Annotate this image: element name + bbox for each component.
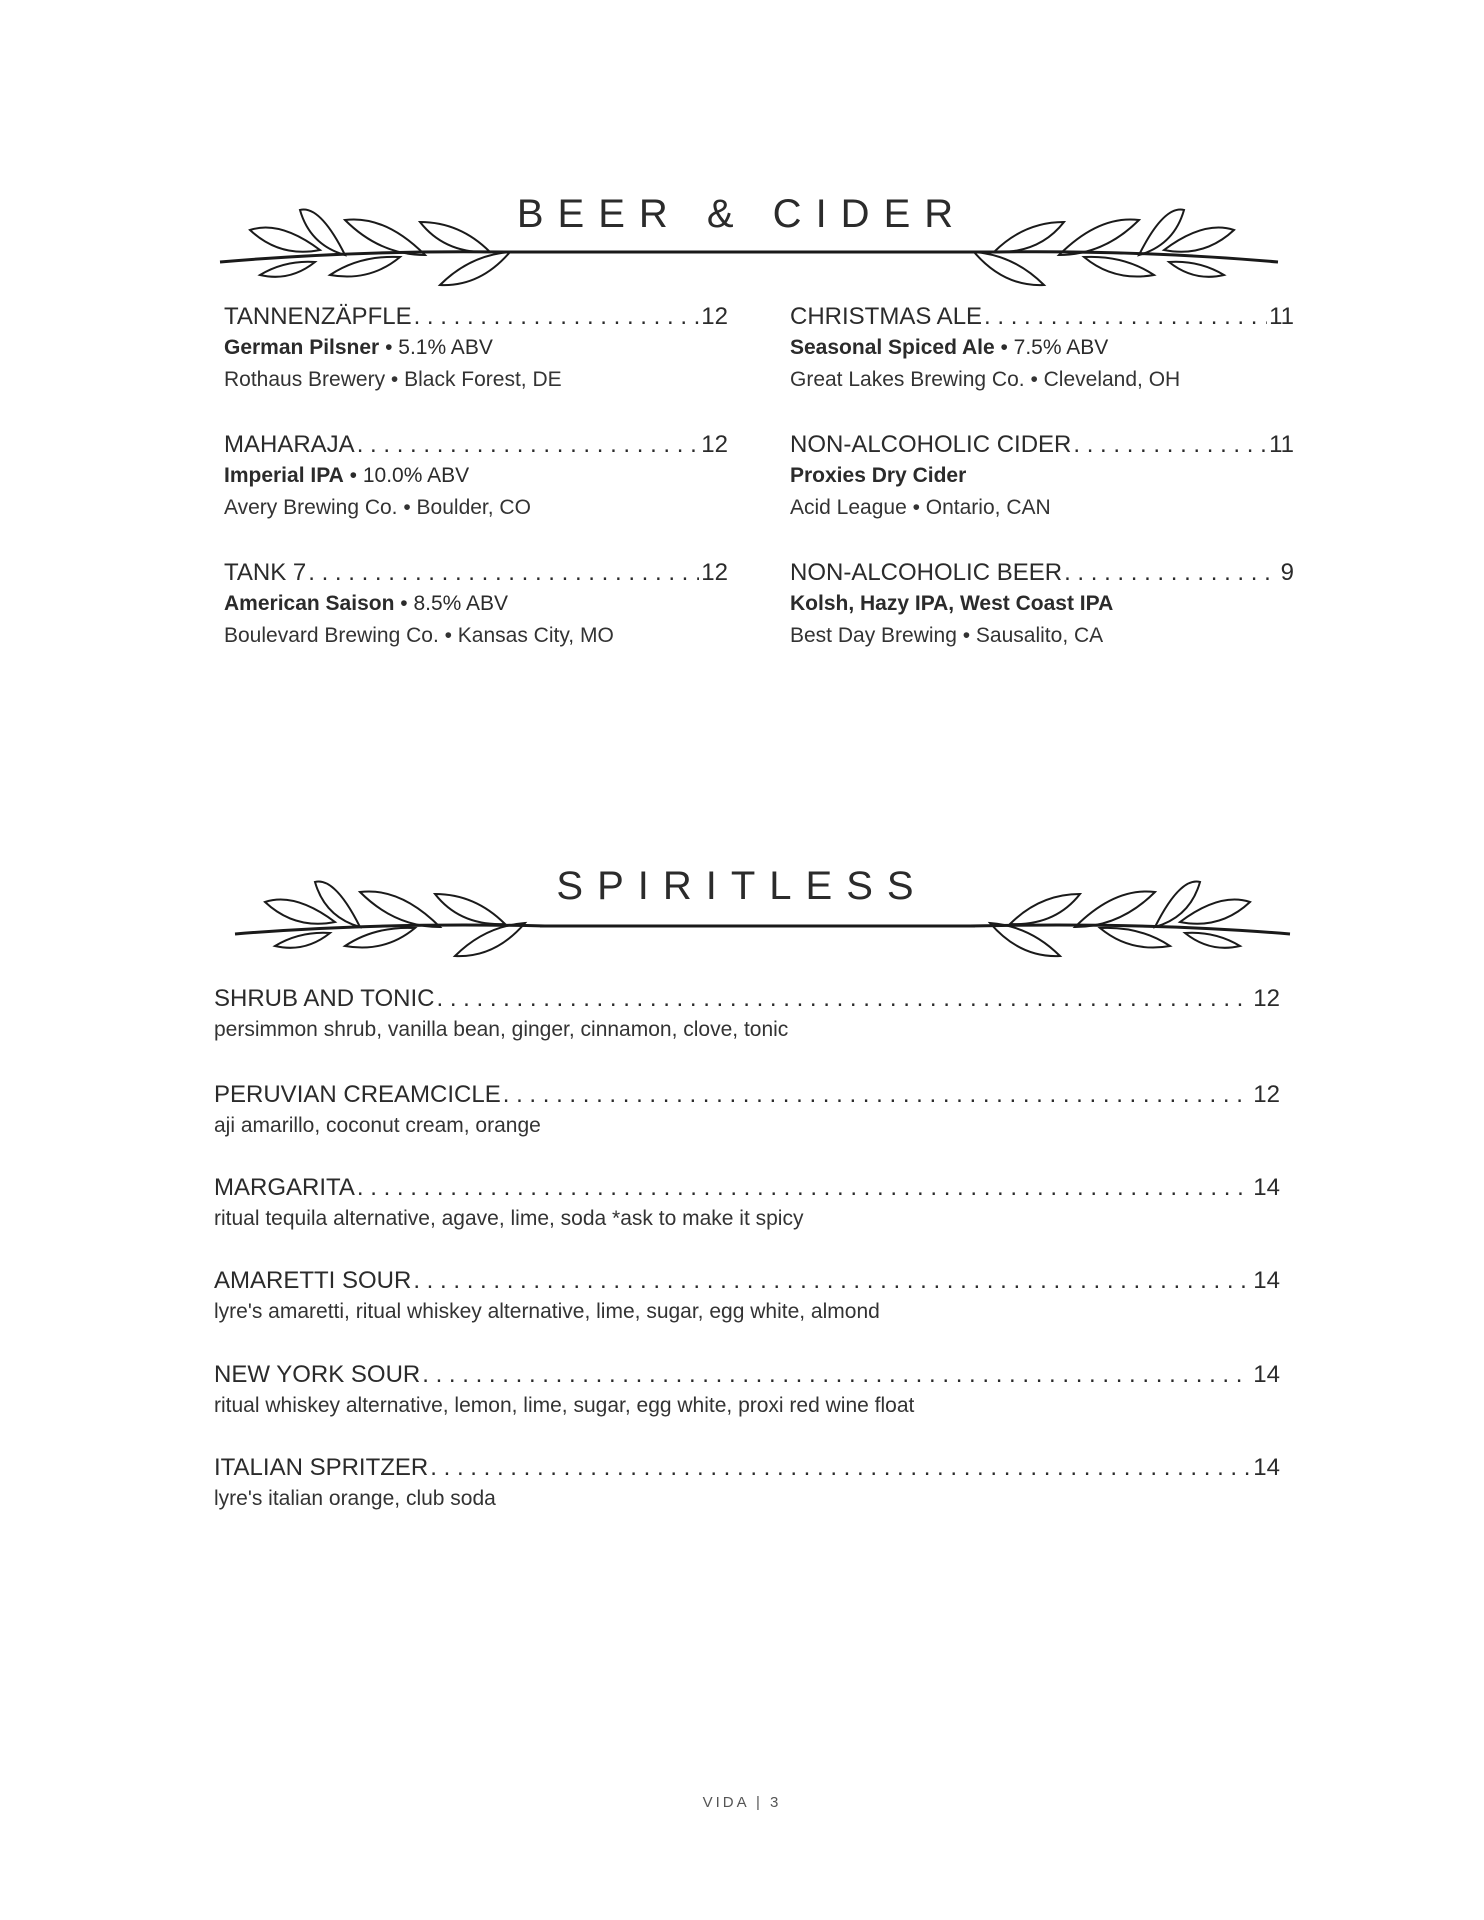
item-name: PERUVIAN CREAMCICLE xyxy=(214,1081,501,1108)
item-origin: Great Lakes Brewing Co. • Cleveland, OH xyxy=(790,368,1181,391)
item-abv: 7.5% ABV xyxy=(1013,336,1109,359)
item-name: MARGARITA xyxy=(214,1174,355,1201)
item-origin: Boulevard Brewing Co. • Kansas City, MO xyxy=(224,624,614,647)
menu-item-amaretti-sour xyxy=(214,1266,1280,1328)
item-description: ritual tequila alternative, agave, lime, soda *ask to make it spicy xyxy=(214,1207,804,1230)
item-style: Seasonal Spiced Ale xyxy=(790,336,995,359)
menu-item-new-york-sour xyxy=(214,1360,1280,1422)
item-price: 12 xyxy=(1253,1081,1280,1108)
menu-item-maharaja: MAHARAJA . . . 12 Imperial IPA • 10.0% ABV Avery Brewing Co. • Boulder, CO xyxy=(224,430,728,524)
menu-item-tank-7: TANK 7 . . . 12 American Saison • 8.5% ABV Boulevard Brewing Co. • Kansas City, MO xyxy=(224,558,728,652)
menu-item-margarita xyxy=(214,1173,1280,1235)
menu-item-christmas-ale: CHRISTMAS ALE . . . 11 Seasonal Spiced Ale • 7.5% ABV Great Lakes Brewing Co. • Cleveland, OH xyxy=(790,302,1294,396)
item-price: 14 xyxy=(1253,1454,1280,1481)
beer-cider-header xyxy=(0,180,1484,290)
menu-item-shrub-and-tonic xyxy=(214,984,1280,1046)
item-price: 11 xyxy=(1269,431,1294,458)
item-name: MAHARAJA xyxy=(224,431,355,458)
item-name: TANK 7 xyxy=(224,559,307,586)
item-price: 14 xyxy=(1253,1174,1280,1201)
item-price: 12 xyxy=(701,431,728,458)
menu-item-italian-spritzer xyxy=(214,1453,1280,1515)
item-price: 12 xyxy=(1253,985,1280,1012)
item-name: SHRUB AND TONIC xyxy=(214,985,435,1012)
item-origin: Acid League • Ontario, CAN xyxy=(790,496,1051,519)
spiritless-header xyxy=(0,856,1484,966)
menu-item-tannenzapfle: TANNENZÄPFLE . . . 12 German Pilsner • 5.1% ABV Rothaus Brewery • Black Forest, DE xyxy=(224,302,728,396)
item-style: Imperial IPA xyxy=(224,464,344,487)
item-style: Proxies Dry Cider xyxy=(790,464,967,487)
page-footer: VIDA | 3 xyxy=(702,1794,782,1811)
item-name: CHRISTMAS ALE xyxy=(790,303,983,330)
item-description: lyre's italian orange, club soda xyxy=(214,1487,496,1510)
item-description: persimmon shrub, vanilla bean, ginger, cinnamon, clove, tonic xyxy=(214,1018,789,1041)
item-price: 14 xyxy=(1253,1267,1280,1294)
item-name: NON-ALCOHOLIC CIDER xyxy=(790,431,1072,458)
item-name: NEW YORK SOUR xyxy=(214,1361,421,1388)
item-name: TANNENZÄPFLE xyxy=(224,303,412,330)
item-price: 11 xyxy=(1269,303,1294,330)
item-name: AMARETTI SOUR xyxy=(214,1267,412,1294)
item-style: German Pilsner xyxy=(224,336,380,359)
item-price: 12 xyxy=(701,303,728,330)
item-name: NON-ALCOHOLIC BEER xyxy=(790,559,1063,586)
item-origin: Rothaus Brewery • Black Forest, DE xyxy=(224,368,562,391)
item-description: aji amarillo, coconut cream, orange xyxy=(214,1114,541,1137)
section-title-spiritless: SPIRITLESS xyxy=(556,864,928,908)
item-price: 12 xyxy=(701,559,728,586)
item-abv: 5.1% ABV xyxy=(398,336,493,359)
item-abv: 10.0% ABV xyxy=(362,464,470,487)
menu-item-non-alcoholic-beer xyxy=(790,558,1294,652)
item-style: Kolsh, Hazy IPA, West Coast IPA xyxy=(790,592,1114,615)
item-origin: Best Day Brewing • Sausalito, CA xyxy=(790,624,1104,647)
menu-item-peruvian-creamcicle xyxy=(214,1080,1280,1142)
section-title-beer-cider: BEER & CIDER xyxy=(516,192,968,236)
item-abv: 8.5% ABV xyxy=(413,592,508,615)
item-description: lyre's amaretti, ritual whiskey alternative, lime, sugar, egg white, almond xyxy=(214,1300,880,1323)
item-price: 9 xyxy=(1280,559,1294,586)
item-price: 14 xyxy=(1253,1361,1280,1388)
item-description: ritual whiskey alternative, lemon, lime, sugar, egg white, proxi red wine float xyxy=(214,1394,915,1417)
item-origin: Avery Brewing Co. • Boulder, CO xyxy=(224,496,531,519)
item-style: American Saison xyxy=(224,592,395,615)
menu-item-non-alcoholic-cider xyxy=(790,430,1294,524)
item-name: ITALIAN SPRITZER xyxy=(214,1454,429,1481)
